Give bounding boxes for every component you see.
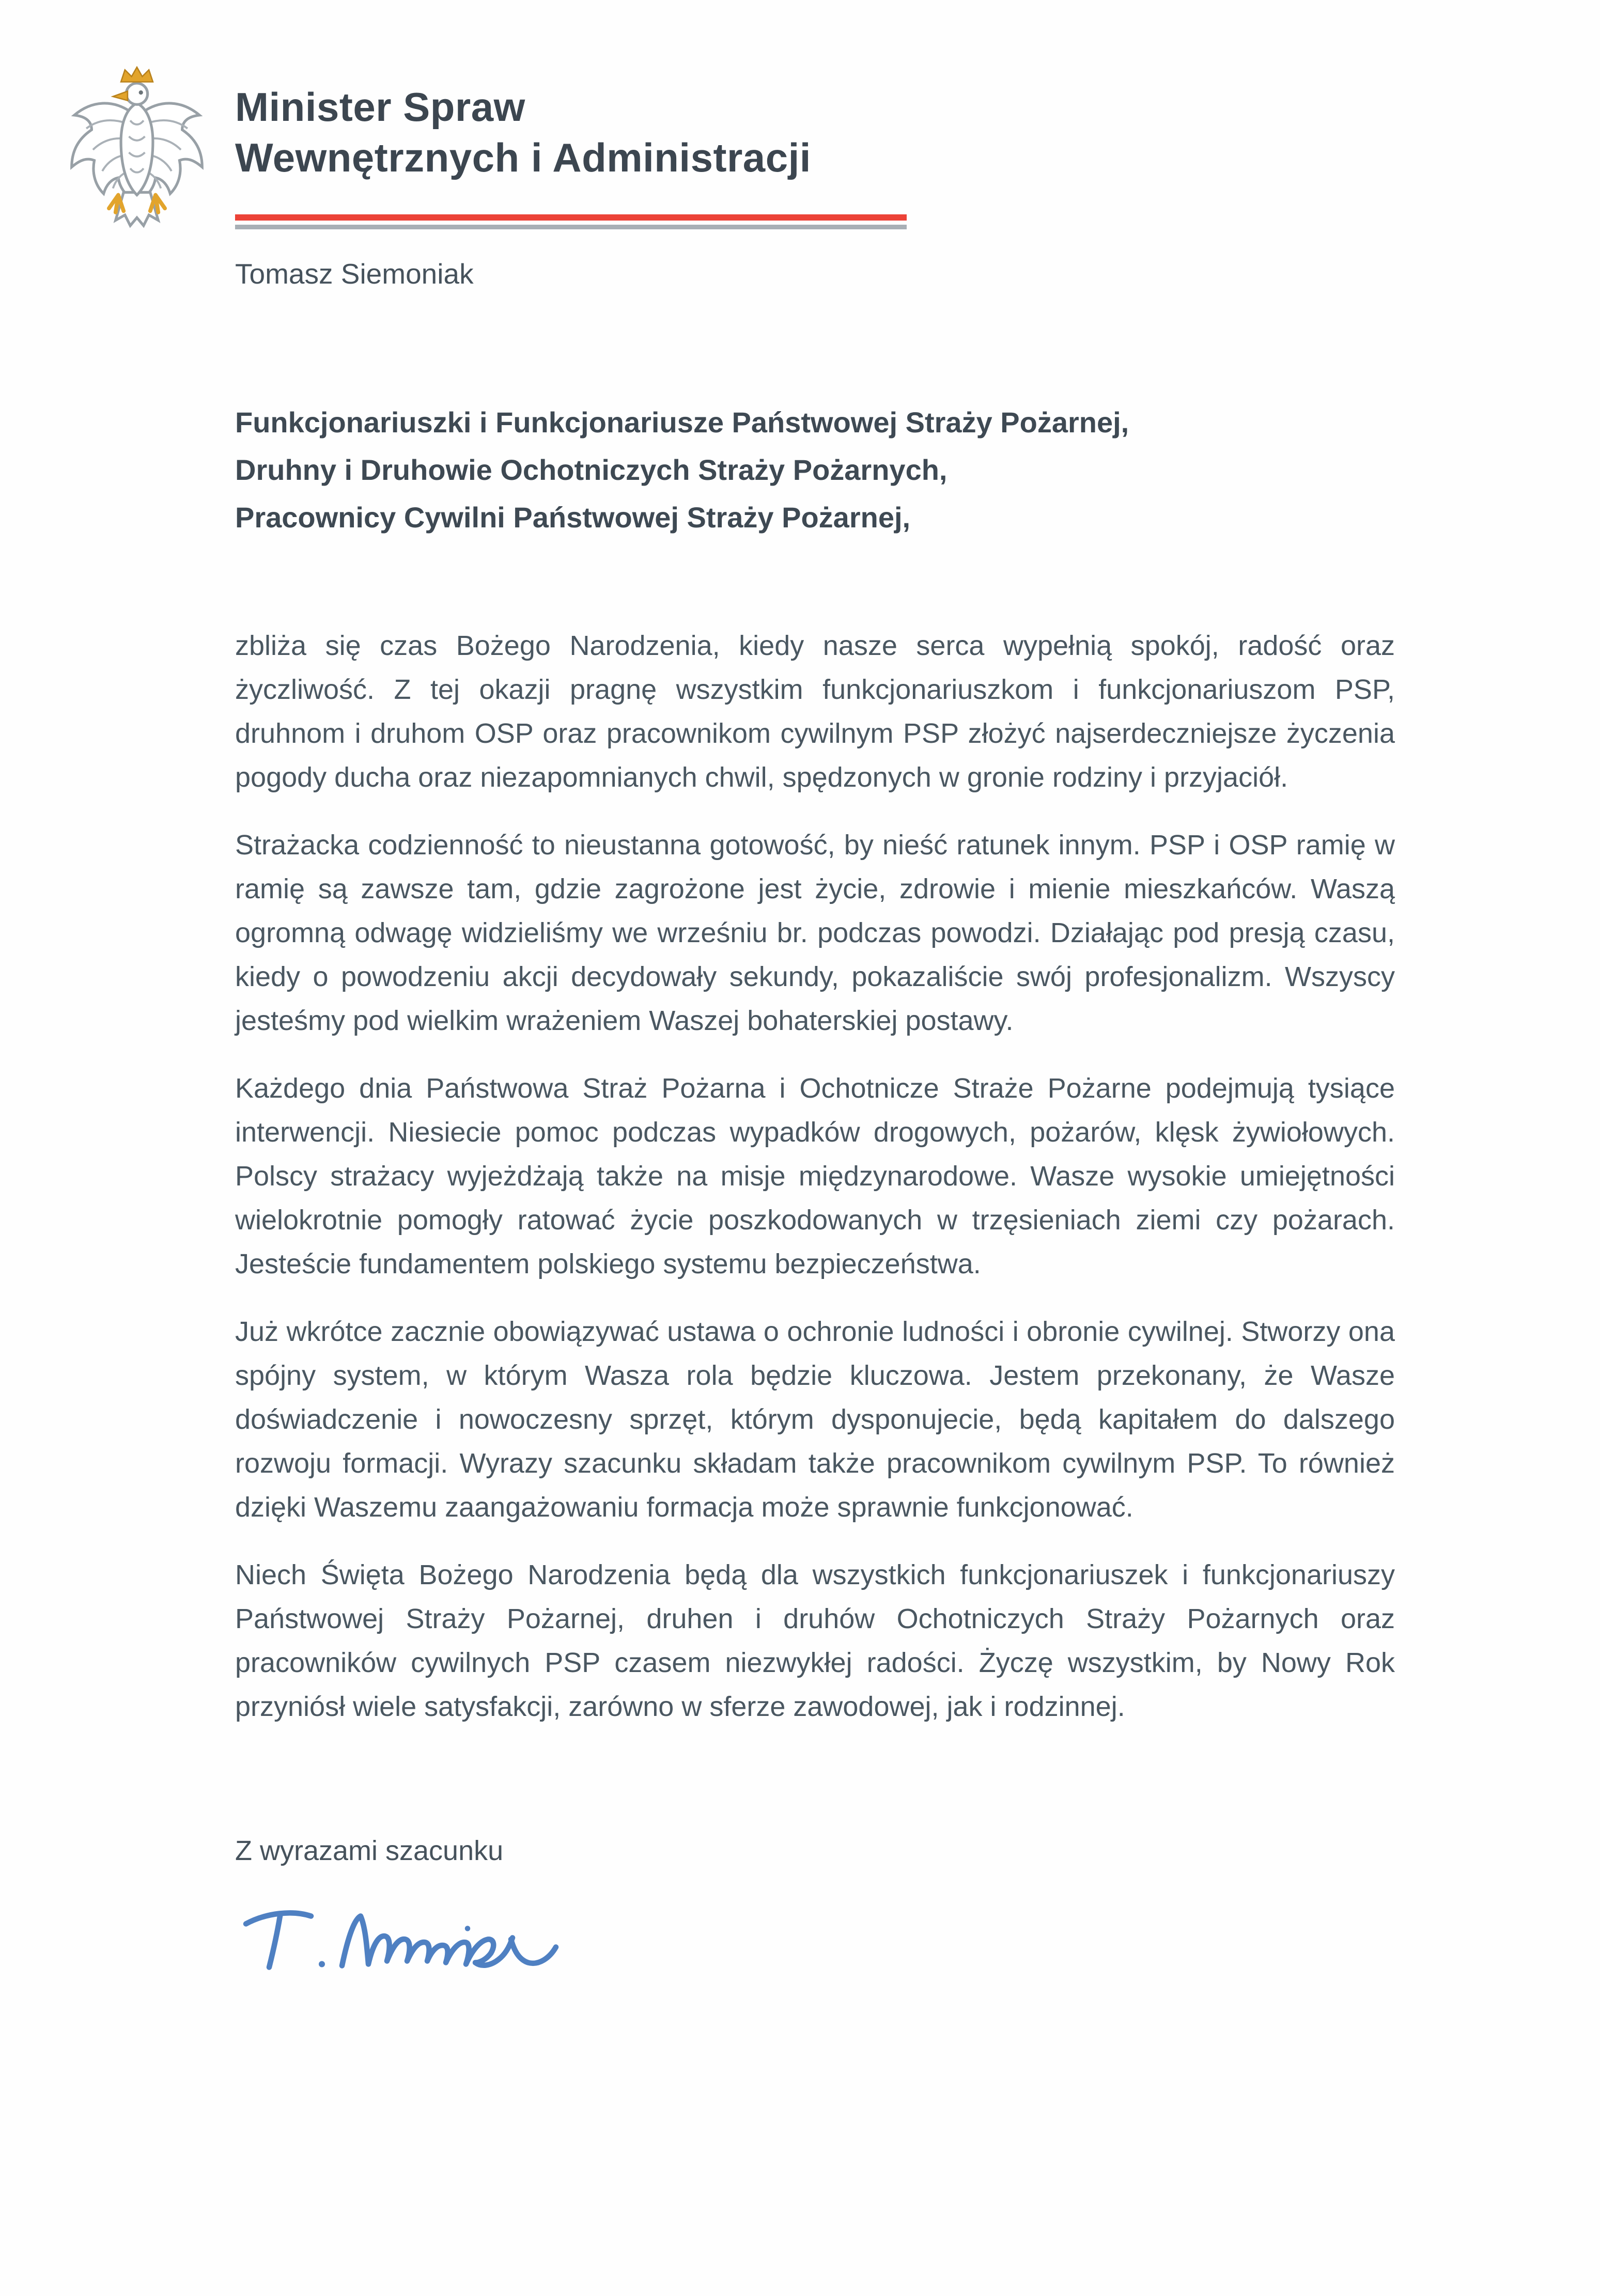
rule-gap xyxy=(235,221,907,225)
ministry-name-line1: Minister Spraw xyxy=(235,84,525,130)
salutation-line-3: Pracownicy Cywilni Państwowej Straży Pożarnej, xyxy=(235,501,911,534)
paragraph-2: Strażacka codzienność to nieustanna gotowość, by nieść ratunek innym. PSP i OSP ramię w ramię są zawsze tam, gdzie zagrożone jest życie, zdrowie i mienie mieszkańców. Waszą ogromną odwagę widzieliśmy we wrześniu br. podczas powodzi. Działając pod presją czasu, kiedy o powodzeniu akcji decydowały sekundy, pokazaliście swój profesjonalizm. Wszyscy jesteśmy pod wielkim wrażeniem Waszej bohaterskiej postawy. xyxy=(235,830,1395,1036)
closing-line: Z wyrazami szacunku xyxy=(235,1835,504,1866)
letterhead-rules xyxy=(235,214,907,229)
coat-of-arms-eagle-icon xyxy=(57,65,217,238)
handwritten-signature xyxy=(235,1890,592,1986)
paragraph-3: Każdego dnia Państwowa Straż Pożarna i Ochotnicze Straże Pożarne podejmują tysiące interwencji. Niesiecie pomoc podczas wypadków drogowych, pożarów, klęsk żywiołowych. Polscy strażacy wyjeżdżają także na misje międzynarodowe. Wasze wysokie umiejętności wielokrotnie pomogły ratować życie poszkodowanych w trzęsieniach ziemi czy pożarach. Jesteście fundamentem polskiego systemu bezpieczeństwa. xyxy=(235,1073,1395,1279)
ministry-name-line2: Wewnętrznych i Administracji xyxy=(235,135,811,180)
red-rule xyxy=(235,214,907,221)
salutation-line-1: Funkcjonariuszki i Funkcjonariusze Państwowej Straży Pożarnej, xyxy=(235,406,1129,439)
paragraph-5: Niech Święta Bożego Narodzenia będą dla wszystkich funkcjonariuszek i funkcjonariuszy Państwowej Straży Pożarnej, druhen i druhów Ochotniczych Straży Pożarnych oraz pracowników cywilnych PSP czasem niezwykłej radości. Życzę wszystkim, by Nowy Rok przyniósł wiele satysfakcji, zarówno w sferze zawodowej, jak i rodzinnej. xyxy=(235,1559,1395,1722)
paragraph-4: Już wkrótce zacznie obowiązywać ustawa o ochronie ludności i obronie cywilnej. Stworzy ona spójny system, w którym Wasza rola będzie kluczowa. Jestem przekonany, że Wasze doświadczenie i nowoczesny sprzęt, którym dysponujecie, będą kapitałem do dalszego rozwoju formacji. Wyrazy szacunku składam także pracownikom cywilnym PSP. To również dzięki Waszemu zaangażowaniu formacja może sprawnie funkcjonować. xyxy=(235,1316,1395,1523)
ministry-name xyxy=(235,82,811,183)
salutation-line-2: Druhny i Druhowie Ochotniczych Straży Pożarnych, xyxy=(235,454,947,486)
letter-body xyxy=(235,399,1395,1986)
salutation xyxy=(235,399,1395,541)
gray-rule xyxy=(235,225,907,229)
paragraph-1: zbliża się czas Bożego Narodzenia, kiedy nasze serca wypełnią spokój, radość oraz życzliwość. Z tej okazji pragnę wszystkim funkcjonariuszkom i funkcjonariuszom PSP, druhnom i druhom OSP oraz pracownikom cywilnym PSP złożyć najserdeczniejsze życzenia pogody ducha oraz niezapomnianych chwil, spędzonych w gronie rodziny i przyjaciół. xyxy=(235,630,1395,793)
author-name: Tomasz Siemoniak xyxy=(235,258,474,290)
